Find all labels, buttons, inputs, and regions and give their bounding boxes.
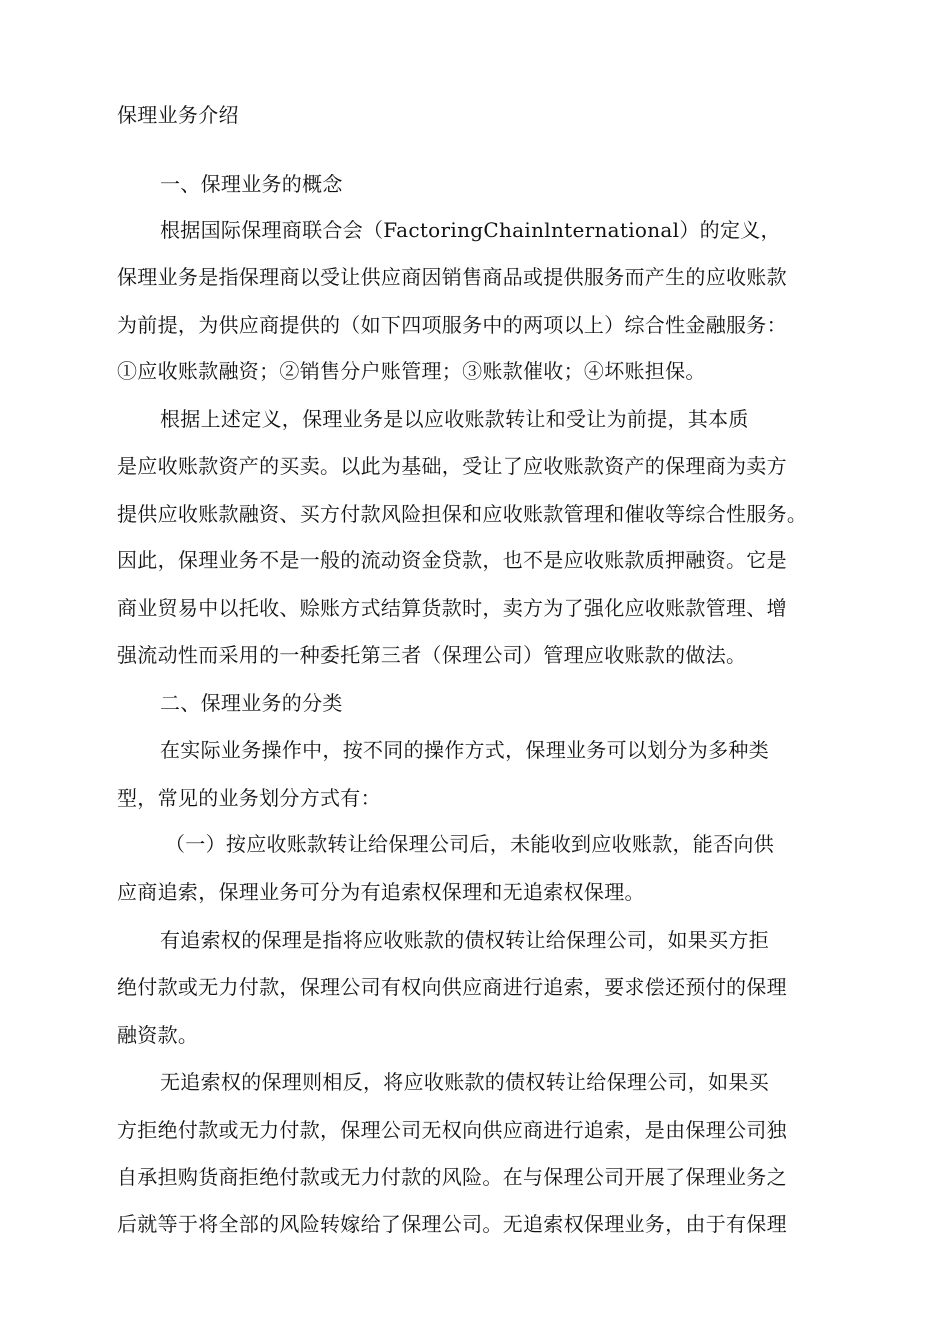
paragraph-line: 在实际业务操作中，按不同的操作方式，保理业务可以划分为多种类 [160, 738, 769, 762]
paragraph-line: 因此，保理业务不是一般的流动资金贷款，也不是应收账款质押融资。它是 [117, 548, 787, 572]
paragraph-line: 根据上述定义，保理业务是以应收账款转让和受让为前提，其本质 [160, 407, 749, 431]
paragraph-line: 自承担购货商拒绝付款或无力付款的风险。在与保理公司开展了保理业务之 [117, 1165, 787, 1189]
paragraph-line: 方拒绝付款或无力付款，保理公司无权向供应商进行追索，是由保理公司独 [117, 1118, 787, 1142]
subsection-heading: （一）按应收账款转让给保理公司后，未能收到应收账款，能否向供 [165, 832, 774, 856]
paragraph-line: 绝付款或无力付款，保理公司有权向供应商进行追索，要求偿还预付的保理 [117, 975, 787, 999]
page-title: 保理业务介绍 [117, 103, 239, 127]
paragraph-line: 提供应收账款融资、买方付款风险担保和应收账款管理和催收等综合性服务。 [117, 502, 808, 526]
paragraph-line: 商业贸易中以托收、赊账方式结算货款时，卖方为了强化应收账款管理、增 [117, 596, 787, 620]
paragraph-line: 融资款。 [117, 1023, 199, 1047]
section-heading-classification: 二、保理业务的分类 [160, 691, 343, 715]
paragraph-line: 型，常见的业务划分方式有： [117, 786, 381, 810]
paragraph-line: 是应收账款资产的买卖。以此为基础，受让了应收账款资产的保理商为卖方 [117, 454, 787, 478]
paragraph-line: 后就等于将全部的风险转嫁给了保理公司。无追索权保理业务，由于有保理 [117, 1212, 787, 1236]
paragraph-line: 为前提，为供应商提供的（如下四项服务中的两项以上）综合性金融服务： [117, 313, 787, 337]
paragraph-line: 强流动性而采用的一种委托第三者（保理公司）管理应收账款的做法。 [117, 643, 747, 667]
paragraph-line: 根据国际保理商联合会（FactoringChainlnternational）的定义， [160, 218, 781, 242]
paragraph-line: 应商追索，保理业务可分为有追索权保理和无追索权保理。 [117, 880, 645, 904]
section-heading-concept: 一、保理业务的概念 [160, 172, 343, 196]
paragraph-line: 保理业务是指保理商以受让供应商因销售商品或提供服务而产生的应收账款 [117, 265, 787, 289]
paragraph-line: 无追索权的保理则相反，将应收账款的债权转让给保理公司，如果买 [160, 1070, 769, 1094]
paragraph-line: ①应收账款融资；②销售分户账管理；③账款催收；④坏账担保。 [117, 359, 706, 383]
paragraph-line: 有追索权的保理是指将应收账款的债权转让给保理公司，如果买方拒 [160, 928, 769, 952]
